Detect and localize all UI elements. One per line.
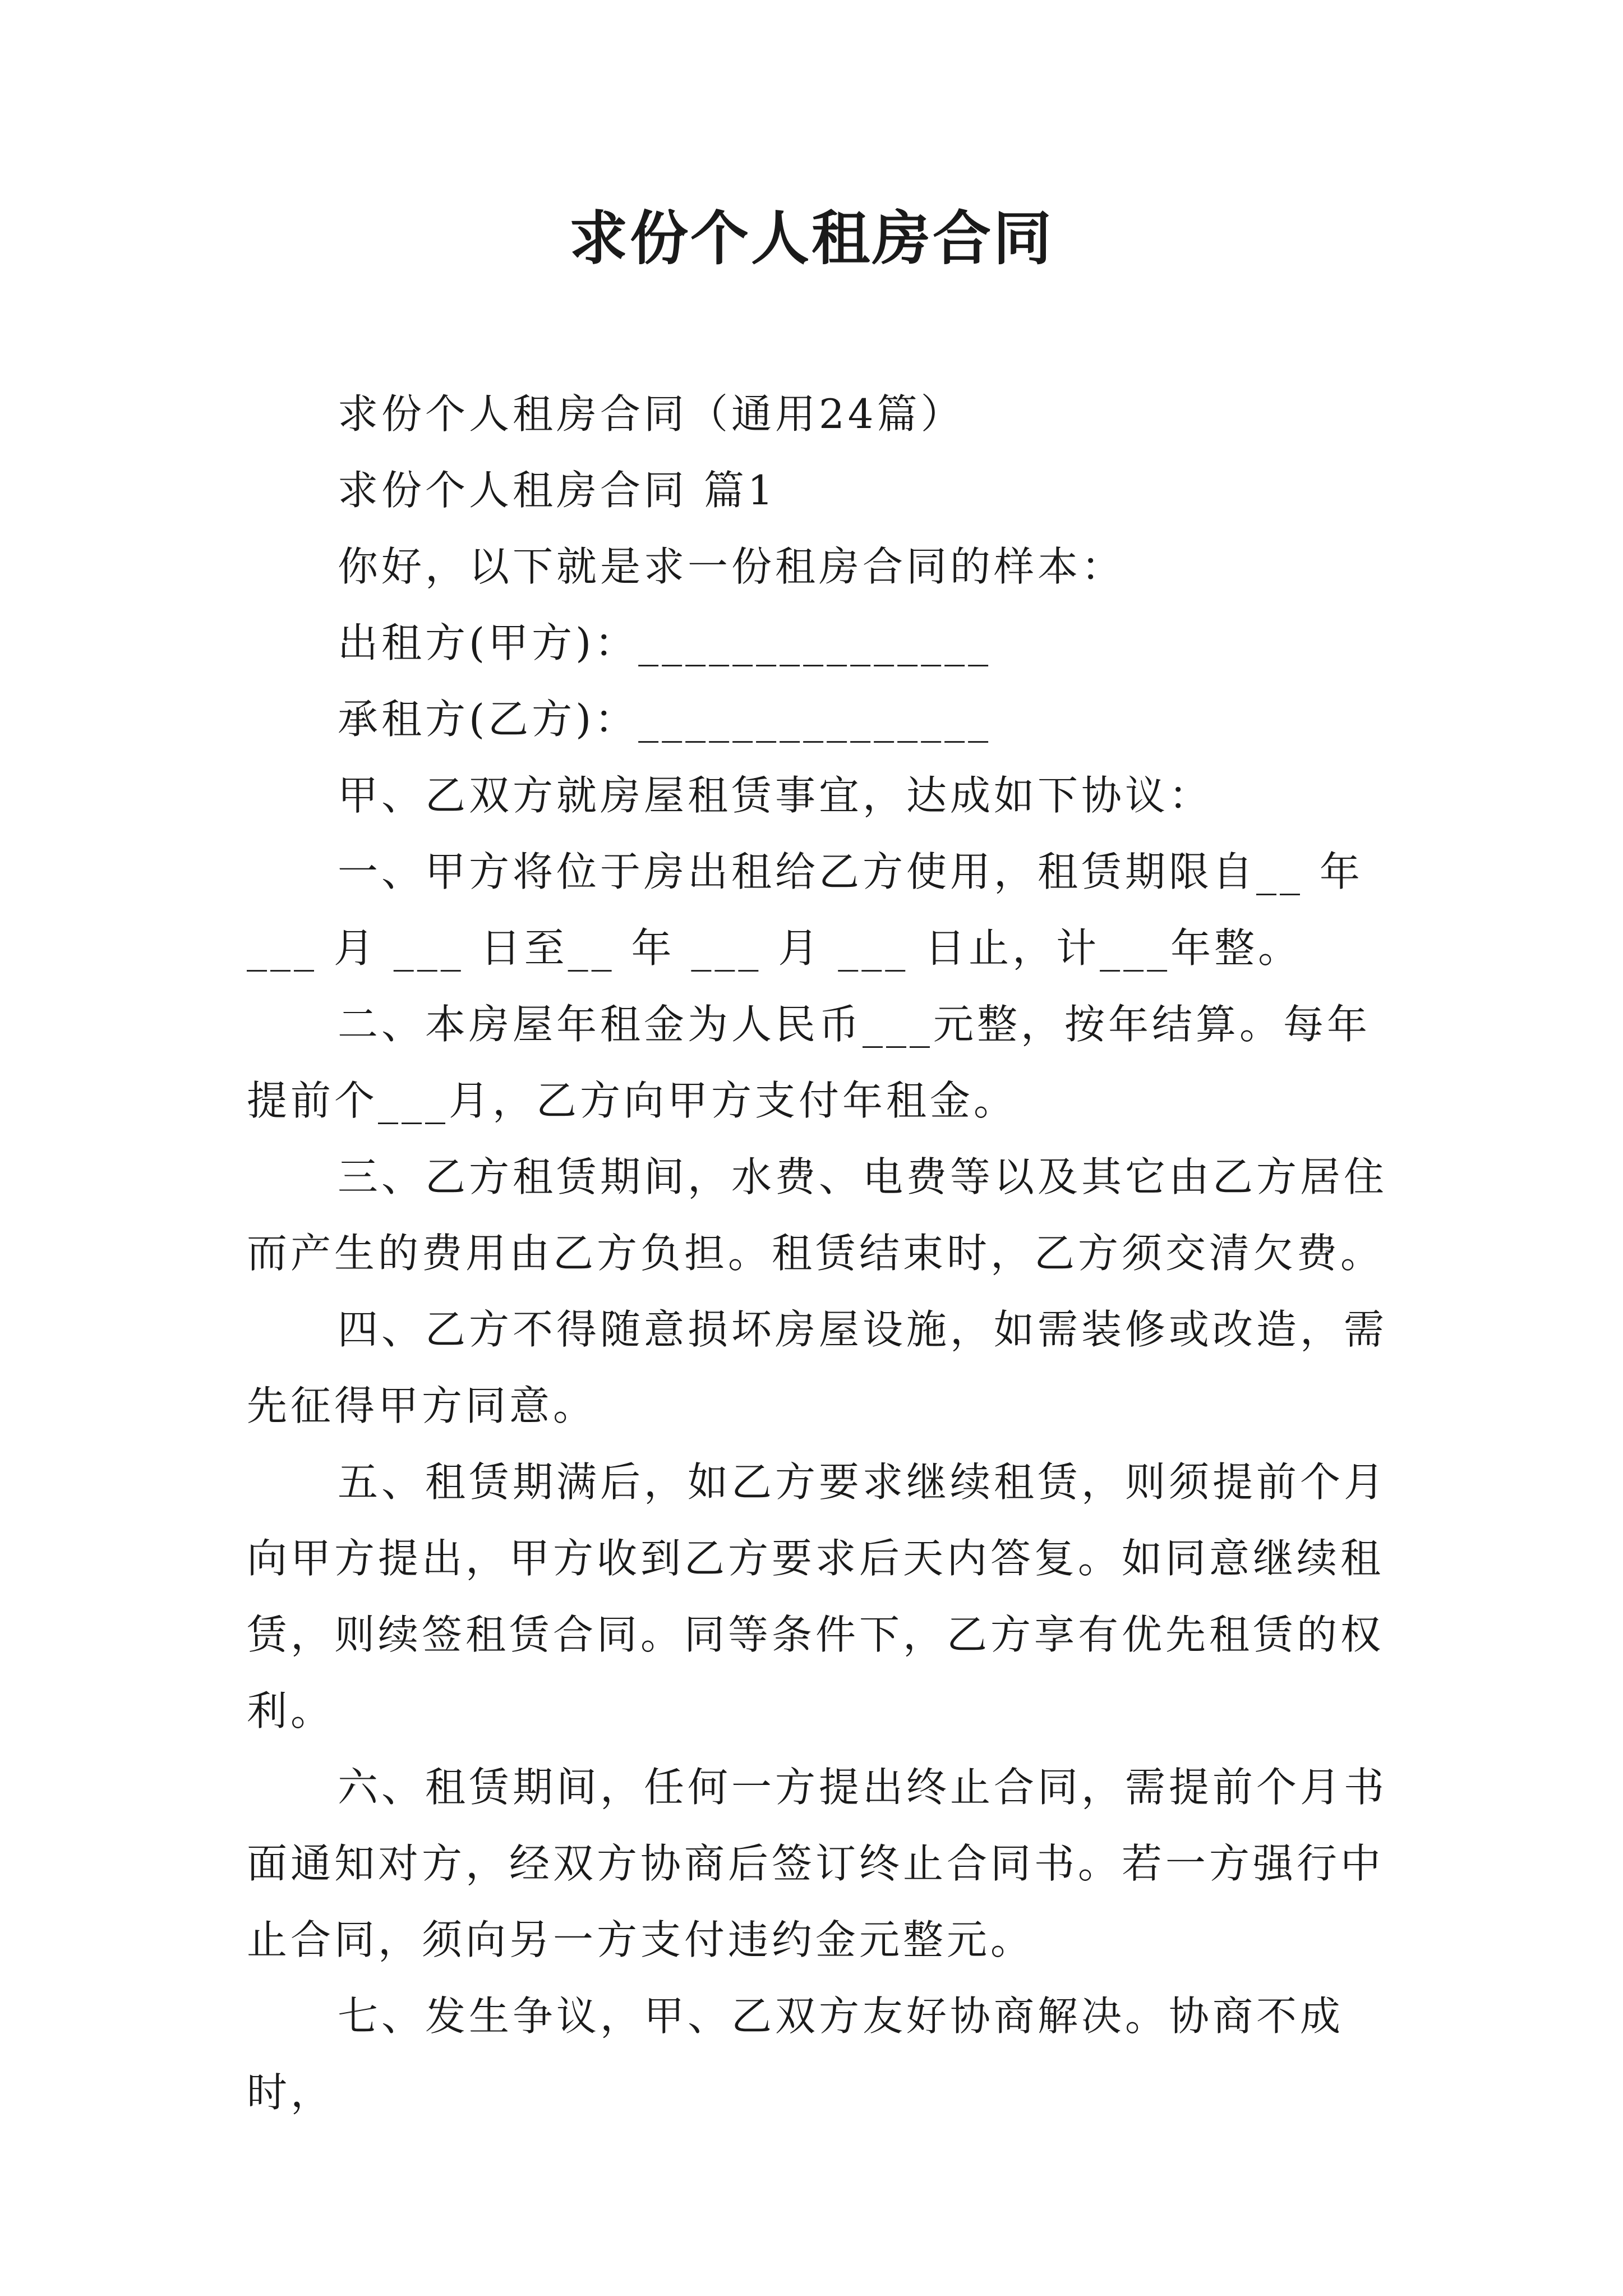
document-title: 求份个人租房合同 bbox=[569, 204, 1054, 273]
paragraph-collection-heading: 求份个人租房合同（通用24篇） bbox=[338, 390, 965, 438]
paragraph-clause-7: 七、发生争议，甲、乙双方友好协商解决。协商不成时， bbox=[247, 1993, 1344, 2116]
paragraph-clause-1: 一、甲方将位于房出租给乙方使用，租赁期限自__ 年 ___ 月 ___ 日至__ 年 ___ 月 ___ 日止，计___年整。 bbox=[247, 848, 1363, 972]
paragraph-lessor: 出租方(甲方)：_______________ bbox=[338, 619, 992, 666]
document-body bbox=[247, 376, 1391, 2131]
paragraph-clause-2: 二、本房屋年租金为人民币___元整，按年结算。每年提前个___月，乙方向甲方支付年租金。 bbox=[247, 1001, 1371, 1124]
paragraph-lessee: 承租方(乙方)：_______________ bbox=[338, 696, 992, 743]
paragraph-clause-6: 六、租赁期间，任何一方提出终止合同，需提前个月书面通知对方，经双方协商后签订终止合同书。若一方强行中止合同，须向另一方支付违约金元整元。 bbox=[247, 1764, 1388, 1963]
paragraph-clause-5: 五、租赁期满后，如乙方要求继续租赁，则须提前个月向甲方提出，甲方收到乙方要求后天内答复。如同意继续租赁，则续签租赁合同。同等条件下，乙方享有优先租赁的权利。 bbox=[247, 1458, 1388, 1734]
paragraph-section-heading: 求份个人租房合同 篇1 bbox=[338, 467, 777, 514]
paragraph-clause-3: 三、乙方租赁期间，水费、电费等以及其它由乙方居住而产生的费用由乙方负担。租赁结束时，乙方须交清欠费。 bbox=[247, 1153, 1388, 1277]
paragraph-greeting: 你好，以下就是求一份租房合同的样本： bbox=[338, 543, 1126, 590]
paragraph-agreement-intro: 甲、乙双方就房屋租赁事宜，达成如下协议： bbox=[338, 772, 1213, 819]
paragraph-clause-4: 四、乙方不得随意损坏房屋设施，如需装修或改造，需先征得甲方同意。 bbox=[247, 1306, 1388, 1429]
